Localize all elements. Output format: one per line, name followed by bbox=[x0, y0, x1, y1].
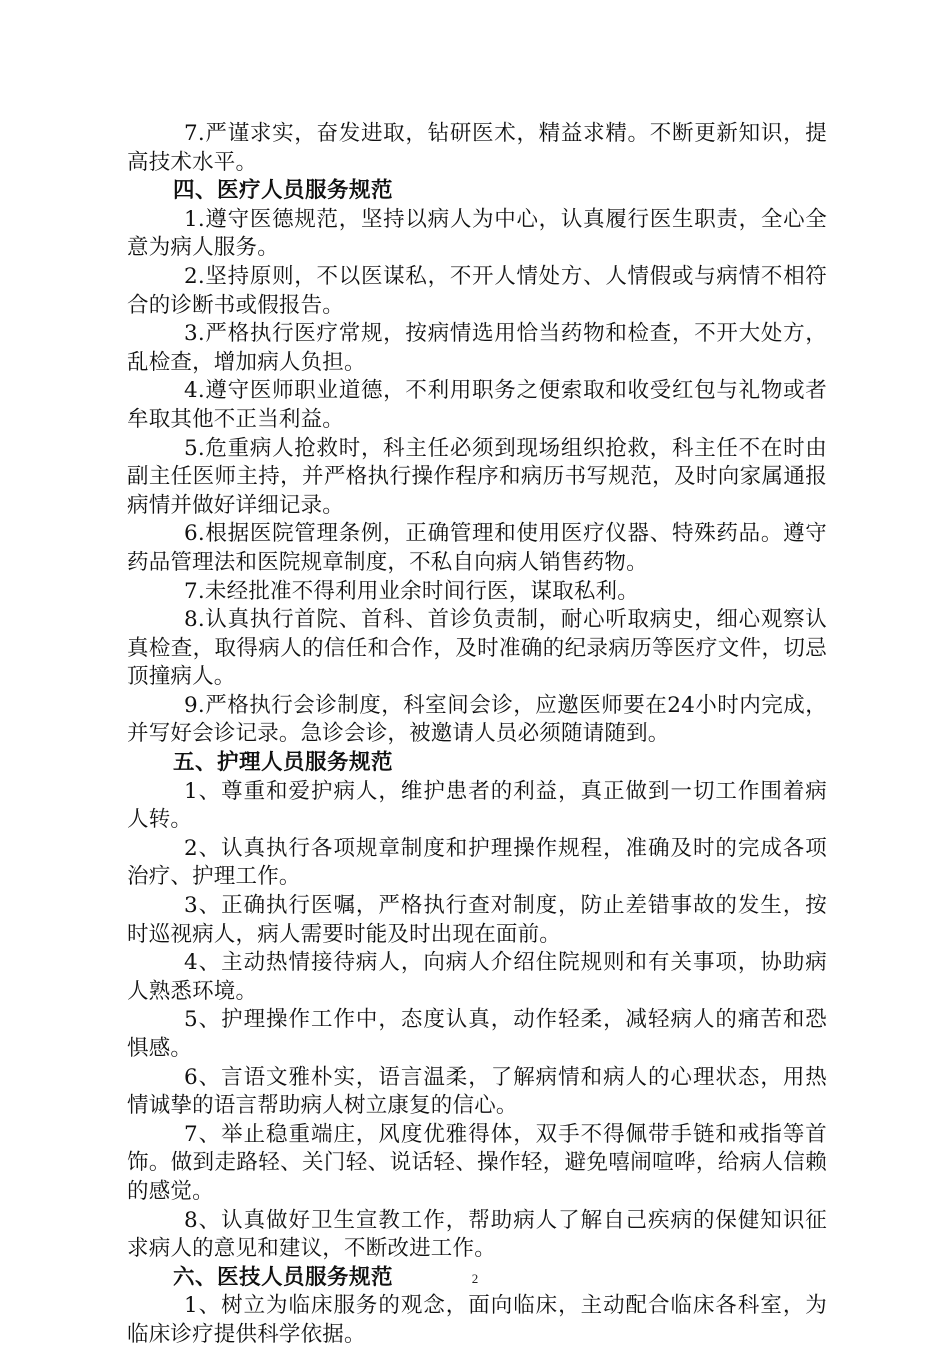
section-heading-technical-staff: 六、医技人员服务规范 bbox=[173, 1264, 394, 1290]
page-number: 2 bbox=[471, 1271, 479, 1286]
paragraph: 5、护理操作工作中，态度认真，动作轻柔，减轻病人的痛苦和恐惧感。 bbox=[127, 1007, 827, 1061]
paragraph: 1、树立为临床服务的观念，面向临床，主动配合临床各科室，为临床诊疗提供科学依据。 bbox=[127, 1293, 827, 1347]
paragraph: 8、认真做好卫生宣教工作，帮助病人了解自己疾病的保健知识征求病人的意见和建议，不断改进工作。 bbox=[127, 1207, 827, 1262]
paragraph: 9.严格执行会诊制度，科室间会诊，应邀医师要在24小时内完成，并写好会诊记录。急诊会诊，被邀请人员必须随请随到。 bbox=[127, 692, 827, 747]
paragraph: 8.认真执行首院、首科、首诊负责制，耐心听取病史，细心观察认真检查，取得病人的信任和合作，及时准确的纪录病历等医疗文件，切忌顶撞病人。 bbox=[127, 607, 827, 690]
paragraph: 7.严谨求实，奋发进取，钻研医术，精益求精。不断更新知识，提高技术水平。 bbox=[127, 121, 827, 175]
paragraph: 1、尊重和爱护病人，维护患者的利益，真正做到一切工作围着病人转。 bbox=[127, 778, 827, 833]
paragraph: 6.根据医院管理条例，正确管理和使用医疗仪器、特殊药品。遵守药品管理法和医院规章制度，不私自向病人销售药物。 bbox=[127, 521, 827, 575]
paragraph: 7、举止稳重端庄，风度优雅得体，双手不得佩带手链和戒指等首饰。做到走路轻、关门轻、说话轻、操作轻，避免嘻闹喧哗，给病人信赖的感觉。 bbox=[127, 1121, 827, 1204]
paragraph: 1.遵守医德规范，坚持以病人为中心，认真履行医生职责，全心全意为病人服务。 bbox=[127, 206, 827, 261]
paragraph: 2、认真执行各项规章制度和护理操作规程，准确及时的完成各项治疗、护理工作。 bbox=[127, 835, 827, 890]
section-heading-nursing-staff: 五、护理人员服务规范 bbox=[173, 750, 394, 776]
paragraph: 5.危重病人抢救时，科主任必须到现场组织抢救，科主任不在时由副主任医师主持，并严格执行操作程序和病历书写规范，及时向家属通报病情并做好详细记录。 bbox=[127, 435, 827, 518]
paragraph: 3、正确执行医嘱，严格执行查对制度，防止差错事故的发生，按时巡视病人，病人需要时能及时出现在面前。 bbox=[127, 893, 827, 947]
paragraph: 4、主动热情接待病人，向病人介绍住院规则和有关事项，协助病人熟悉环境。 bbox=[127, 950, 827, 1004]
paragraph: 6、言语文雅朴实，语言温柔，了解病情和病人的心理状态，用热情诚挚的语言帮助病人树立康复的信心。 bbox=[127, 1064, 827, 1119]
section-heading-medical-staff: 四、医疗人员服务规范 bbox=[173, 178, 394, 204]
paragraph: 2.坚持原则，不以医谋私，不开人情处方、人情假或与病情不相符合的诊断书或假报告。 bbox=[127, 263, 827, 318]
document-body bbox=[127, 120, 827, 1350]
paragraph: 3.严格执行医疗常规，按病情选用恰当药物和检查，不开大处方，乱检查，增加病人负担。 bbox=[127, 321, 827, 375]
paragraph: 4.遵守医师职业道德，不利用职务之便索取和收受红包与礼物或者牟取其他不正当利益。 bbox=[127, 378, 827, 432]
paragraph: 7.未经批准不得利用业余时间行医，谋取私利。 bbox=[184, 578, 639, 604]
